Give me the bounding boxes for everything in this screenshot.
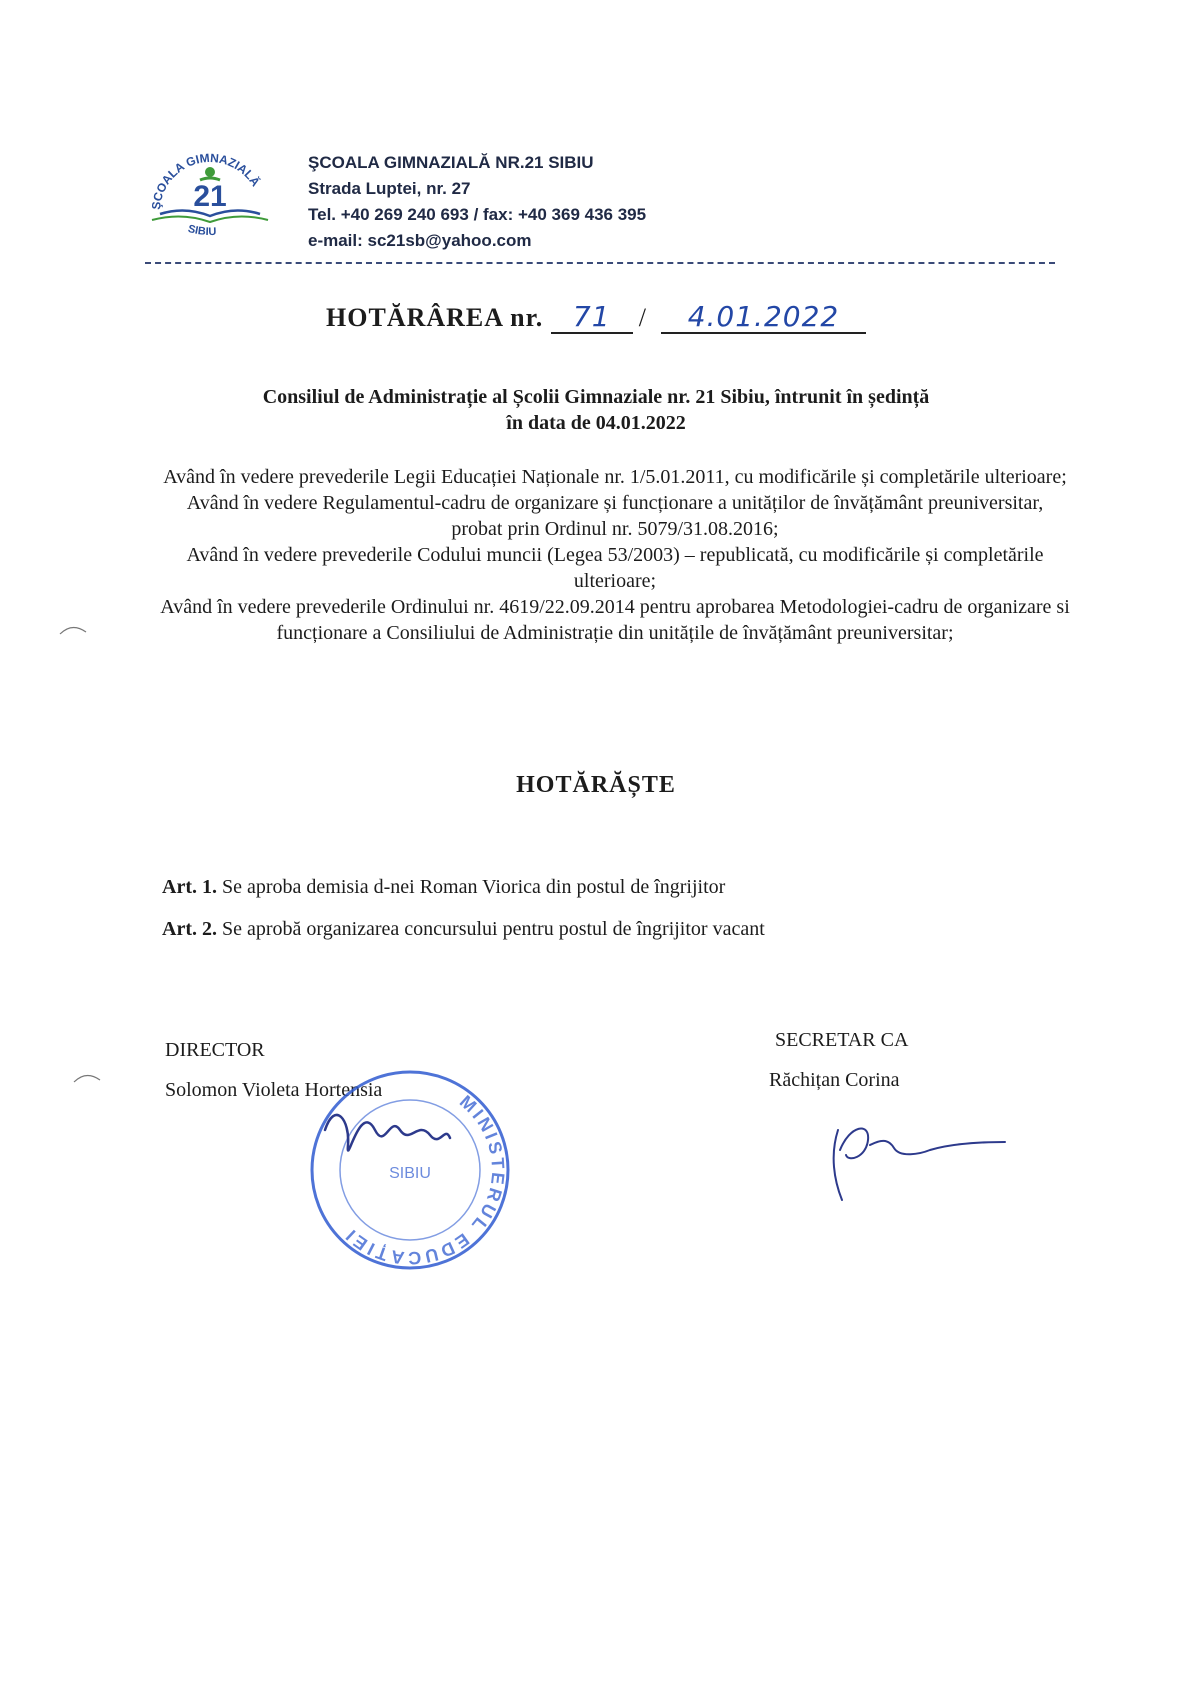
decision-title-label: HOTĂRÂREA nr. bbox=[326, 303, 544, 332]
scan-margin-mark bbox=[72, 1070, 102, 1084]
consideration-4: Având în vedere prevederile Ordinului nr. 4619/22.09.2014 pentru aprobarea Metodologiei-cadru de organizare si funcționare a Consiliului de Administrație din unitățile de învățământ preuniversitar; bbox=[160, 596, 1070, 644]
secretary-signature-block bbox=[769, 1020, 909, 1100]
school-phone-fax: Tel. +40 269 240 693 / fax: +40 369 436 395 bbox=[308, 205, 647, 224]
secretary-name: Răchițan Corina bbox=[769, 1069, 900, 1091]
article-2-text: Se aprobă organizarea concursului pentru postul de îngrijitor vacant bbox=[221, 918, 765, 940]
school-info bbox=[308, 150, 646, 254]
logo-text-top: ŞCOALA GIMNAZIALĂ bbox=[148, 150, 263, 211]
logo-text-bottom: SIBIU bbox=[186, 222, 217, 239]
logo-number: 21 bbox=[193, 180, 227, 213]
decision-number: 71 bbox=[551, 302, 633, 334]
school-email: e-mail: sc21sb@yahoo.com bbox=[308, 231, 532, 250]
header-divider bbox=[145, 262, 1055, 264]
article-1-text: Se aproba demisia d-nei Roman Viorica din postul de îngrijitor bbox=[221, 876, 726, 898]
director-name: Solomon Violeta Hortensia bbox=[165, 1079, 383, 1101]
school-address: Strada Luptei, nr. 27 bbox=[308, 179, 471, 198]
official-stamp bbox=[300, 1060, 520, 1280]
consideration-2: Având în vedere Regulamentul-cadru de organizare și funcționare a unităților de învățământ preuniversitar, probat prin Ordinul nr. 5079/31.08.2016; bbox=[186, 492, 1044, 540]
scan-margin-mark bbox=[58, 622, 88, 636]
council-statement bbox=[0, 384, 1192, 436]
article-1-label: Art. 1. bbox=[162, 876, 217, 898]
school-name: ŞCOALA GIMNAZIALĂ NR.21 SIBIU bbox=[308, 153, 594, 172]
decides-heading: HOTĂRĂȘTE bbox=[516, 772, 676, 798]
stamp-ring-text: MINISTERUL EDUCAȚIEI bbox=[339, 1091, 509, 1269]
article-1 bbox=[162, 866, 765, 908]
stamp-center-text: SIBIU bbox=[389, 1165, 431, 1182]
director-role: DIRECTOR bbox=[165, 1039, 265, 1061]
considerations bbox=[160, 464, 1070, 646]
decision-separator: / bbox=[638, 303, 647, 332]
consideration-3: Având în vedere prevederile Codului muncii (Legea 53/2003) – republicată, cu modificările și completările ulterioare; bbox=[186, 544, 1044, 592]
article-2-label: Art. 2. bbox=[162, 918, 217, 940]
articles bbox=[162, 866, 765, 950]
decision-date: 4.01.2022 bbox=[661, 302, 866, 334]
article-2 bbox=[162, 908, 765, 950]
consideration-1: Având în vedere prevederile Legii Educației Naționale nr. 1/5.01.2011, cu modificările și completările ulterioare; bbox=[163, 466, 1067, 488]
svg-text:SIBIU bbox=[187, 223, 217, 238]
decision-title bbox=[0, 302, 1192, 334]
council-line-1: Consiliul de Administrație al Școlii Gimnaziale nr. 21 Sibiu, întrunit în ședință bbox=[262, 386, 930, 408]
secretary-role: SECRETAR CA bbox=[775, 1029, 909, 1051]
secretary-signature bbox=[820, 1110, 1010, 1205]
council-line-2: în data de 04.01.2022 bbox=[506, 412, 686, 434]
school-logo bbox=[140, 140, 280, 250]
